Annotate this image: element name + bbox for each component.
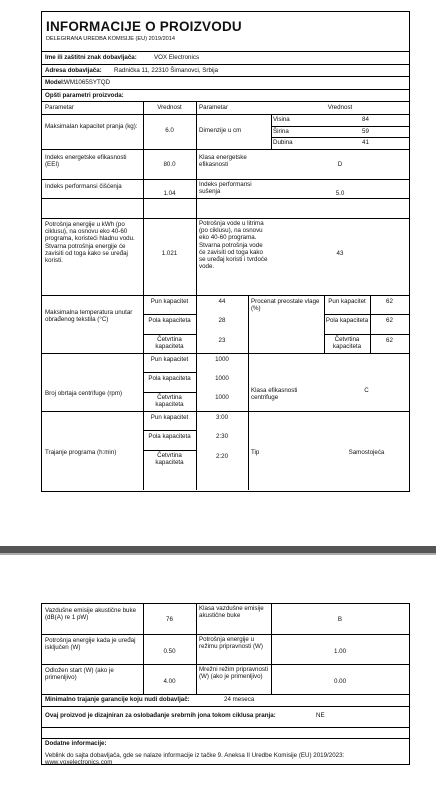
standby-label: Potrošnja energije u režimu pripravnosti (W)	[199, 636, 263, 651]
standby-value: 1.00	[333, 648, 347, 655]
page-separator	[0, 546, 436, 553]
drying-value: 5.0	[335, 190, 345, 197]
temp-load-half: Pola kapaciteta	[148, 317, 191, 324]
water-label: Potrošnja vode u litrima (po ciklusu), na osnovu eko 40-60 programa. Stvarna potrošnja vode će zavisiti od toga kako se uređaj koristi i tvrdoće vode.	[199, 220, 268, 271]
energy-class-value: D	[337, 161, 343, 168]
sheet-title: INFORMACIJE O PROIZVODU	[46, 19, 242, 34]
dur-full-value: 3:00	[215, 414, 229, 421]
noise-label: Vazdušne emisije akustične buke (dB(A) re 1 pW)	[45, 607, 137, 622]
col-value-2: Vrednost	[327, 104, 353, 111]
noise-class-label: Klasa vazdušne emisije akustične buke	[199, 605, 264, 620]
temp-label: Maksimalna temperatura unutar obrađenog tekstila (°C)	[45, 309, 133, 324]
spin-class-value: C	[364, 387, 369, 394]
energy-value: 1.021	[161, 250, 178, 257]
spin-label: Broj obrtaja centrifuge (rpm)	[45, 390, 123, 397]
temp-load-full: Pun kapacitet	[150, 298, 189, 305]
moist-full-value: 62	[386, 298, 393, 305]
additional-info-text: Veblink do sajta dobavljača, gde se nalaze informacije iz tačke 9. Aneksa II Uredbe Komisije (EU) 2019/2023: www.voxelectronics.com	[45, 752, 345, 767]
noise-value: 76	[166, 616, 173, 623]
noise-class-value: B	[337, 616, 343, 623]
depth-value: 41	[362, 139, 369, 146]
width-label: Širina	[273, 128, 289, 135]
dur-half-value: 2:30	[215, 433, 229, 440]
cleaning-value: 1.04	[163, 190, 176, 197]
energy-class-label: Klasa energetske efikasnosti	[199, 154, 247, 169]
depth-label: Dubina	[273, 139, 293, 146]
network-standby-value: 0.00	[333, 678, 347, 685]
warranty-value: 24 meseca	[224, 696, 255, 703]
additional-info-header: Dodatne informacije:	[45, 740, 107, 747]
silver-ions-label: Ovaj proizvod je dizajniran za oslobađanje srebrnih jona tokom ciklusa pranja:	[45, 712, 276, 719]
off-mode-value: 0.50	[163, 648, 176, 655]
duration-label: Trajanje programa (h:min)	[45, 449, 117, 456]
energy-label: Potrošnja energije u kWh (po ciklusu), na osnovu eko 40-60 programa, koristeći hladnu vodu. Stvarna potrošnja energije će zavisiti od toga kako se uređaj koristi.	[45, 221, 135, 265]
spin-load-full: Pun kapacitet	[150, 356, 189, 363]
temp-load-quarter: Četvrtina kapaciteta	[155, 336, 184, 351]
model-value: WM1065SYTQD	[64, 79, 111, 86]
height-label: Visina	[273, 116, 290, 123]
col-value-1: Vrednost	[157, 104, 182, 111]
dur-load-full: Pun kapacitet	[150, 414, 189, 421]
height-value: 84	[362, 116, 369, 123]
type-value: Samostojeća	[348, 449, 385, 456]
spin-load-half: Pola kapaciteta	[148, 375, 191, 382]
moist-quarter-value: 62	[386, 337, 393, 344]
address-label: Adresa dobavljača:	[45, 67, 102, 74]
dur-load-quarter: Četvrtina kapaciteta	[155, 452, 184, 467]
silver-ions-value: NE	[316, 712, 325, 719]
dur-quarter-value: 2:20	[215, 453, 229, 460]
warranty-label: Minimalno trajanje garancije koju nudi dobavljač:	[45, 696, 190, 703]
product-info-sheet-continued	[41, 603, 410, 765]
supplier-value: VOX Electronics	[154, 54, 200, 61]
eei-label: Indeks energetske efikasnosti (EEI)	[45, 154, 127, 169]
moist-load-half: Pola kapaciteta	[325, 317, 369, 324]
drying-label: Indeks performansi sušenja	[199, 181, 252, 196]
off-mode-label: Potrošnja energije kada je uređaj isključen (W)	[45, 637, 136, 652]
spin-quarter-value: 1000	[215, 394, 229, 401]
moist-half-value: 62	[386, 317, 393, 324]
spin-half-value: 1000	[215, 375, 229, 382]
type-label: Tip	[251, 449, 260, 456]
capacity-label: Maksimalan kapacitet pranja (kg):	[45, 123, 138, 130]
spin-load-quarter: Četvrtina kapaciteta	[155, 394, 184, 409]
moisture-label: Procenat preostale vlage (%)	[251, 298, 320, 313]
dimensions-label: Dimenzije u cm	[199, 127, 242, 134]
col-param-1: Parametar	[45, 104, 74, 111]
moist-load-full: Pun kapacitet	[328, 298, 366, 305]
delay-start-label: Odložen start (W) (ako je primenljivo)	[45, 667, 114, 682]
page-separator-shadow	[0, 553, 436, 555]
cleaning-label: Indeks performansi čišćenja	[45, 183, 122, 190]
moist-load-quarter: Četvrtina kapaciteta	[332, 336, 362, 351]
temp-half-value: 28	[218, 317, 226, 324]
spin-class-label: Klasa efikasnosti centrifuge	[251, 387, 298, 402]
model-label: Model:	[45, 79, 65, 86]
product-info-sheet	[41, 11, 410, 492]
eei-value: 80.0	[163, 161, 176, 168]
general-parameters-header: Opšti parametri proizvoda:	[45, 92, 124, 99]
temp-quarter-value: 23	[218, 337, 226, 344]
capacity-value: 6.0	[165, 127, 174, 134]
dur-load-half: Pola kapaciteta	[148, 433, 191, 440]
address-value: Radnička 11, 22310 Šimanovci, Srbija	[114, 67, 219, 74]
regulation-subtitle: DELEGIRANA UREDBA KOMISIJE (EU) 2019/2014	[46, 36, 176, 42]
network-standby-label: Mrežni režim pripravnosti (W) (ako je primenljivo)	[199, 666, 269, 681]
temp-full-value: 44	[218, 298, 226, 305]
delay-start-value: 4.00	[163, 678, 176, 685]
spin-full-value: 1000	[215, 356, 229, 363]
col-param-2: Parametar	[199, 104, 228, 111]
water-value: 43	[336, 250, 344, 257]
supplier-label: Ime ili zaštitni znak dobavljača:	[45, 54, 137, 61]
width-value: 59	[362, 128, 369, 135]
